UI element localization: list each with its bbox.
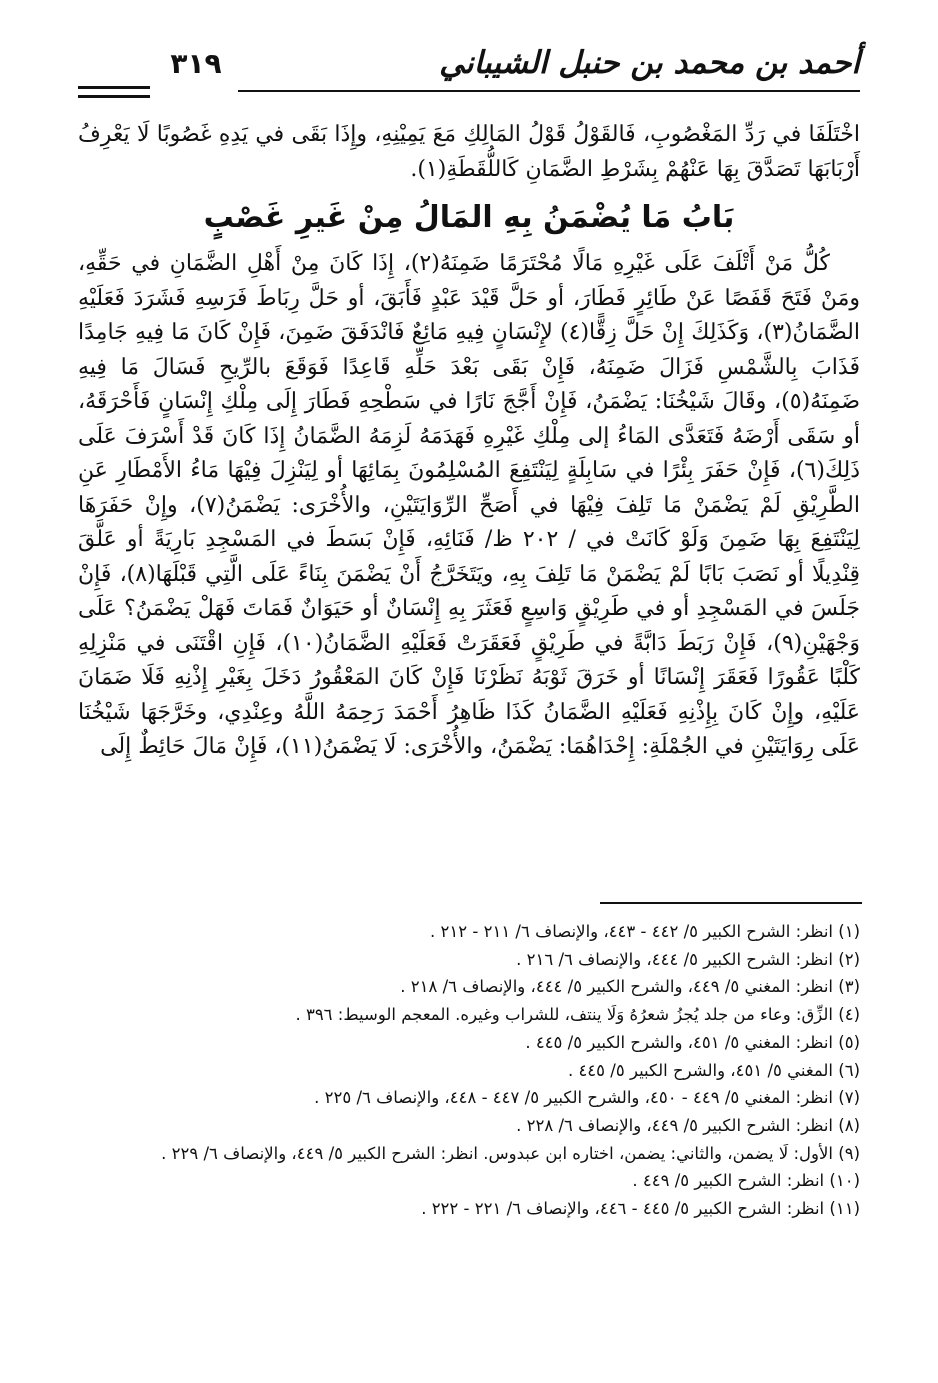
footnote-10: (١٠) انظر: الشرح الكبير ٥/ ٤٤٩ . [632,1171,860,1191]
page-number: ٣١٩ [170,47,222,80]
main-text [78,118,860,765]
body-paragraph-2: كُلُّ مَنْ أَتْلَفَ عَلَى غَيْرِهِ مَالًا مُحْتَرَمًا ضَمِنَهُ(٢)، إِذَا كَانَ مِنْ أَهْلِ الضَّمَانِ في حَقِّهِ، ومَنْ فَتَحَ قَفَصًا عَنْ طَائِرٍ فَطَارَ، أو حَلَّ قَيْدَ عَبْدٍ فَأَبَقَ، أو حَلَّ رِبَاطَ فَرَسِهِ فَشَرَدَ فَعَلَيْهِ الضَّمَانُ(٣)، وَكَذَلِكَ إِنْ حَلَّ زِقًّا(٤) لإِنْسَانٍ فِيهِ مَائِعٌ فَانْدَفَقَ ضَمِنَ، فَإِنْ كَانَ مَا فِيهِ جَامِدًا فَذَابَ بِالشَّمْسِ فَزَالَ ضَمِنَهُ، فَإِنْ بَقَى بَعْدَ حَلِّهِ قَاعِدًا فَوَقَعَ بالرِّيحِ فَسَالَ مَا فِيهِ ضَمِنَهُ(٥)، وقَالَ شَيْخُنَا: يَضْمَنُ، فَإِنْ أَجَّجَ نَارًا في سَطْحِهِ فَطَارَ إِلَى مِلْكِ إِنْسَانٍ فَأَحْرَقَهُ، أو سَقَى أَرْضَهُ فَتَعَدَّى المَاءُ إلى مِلْكِ غَيْرِهِ فَهَدَمَهُ لَزِمَهُ الضَّمَانُ إِذَا كَانَ قَدْ أَسْرَفَ عَلَى ذَلِكَ(٦)، فَإِنْ حَفَرَ بِئْرًا في سَابِلَةٍ لِيَنْتَفِعَ المُسْلِمُونَ بِمَائِهَا أو لِيَنْزِلَ فِيْهَا مَاءُ الأَمْطَارِ عَنِ الطَّرِيْقِ لَمْ يَضْمَنْ مَا تَلِفَ فِيْهَا في أَصَحِّ الرِّوَايَتَيْنِ، والأُخْرَى: يَضْمَنُ(٧)، وإِنْ حَفَرَهَا لِيَنْتَفِعَ بِهَا ضَمِنَ وَلَوْ كَانَتْ في / ٢٠٢ ظ/ فَنَائِهِ، فَإِنْ بَسَطَ في المَسْجِدِ بَارِيَةً أو عَلَّقَ قِنْدِيلًا أو نَصَبَ بَابًا لَمْ يَضْمَنْ مَا تَلِفَ بِهِ، ويَتَخَرَّجُ أَنْ يَضْمَنَ بِنَاءً عَلَى الَّتِي قَبْلَهَا(٨)، فَإِنْ جَلَسَ في المَسْجِدِ أو في طَرِيْقٍ وَاسِعٍ فَعَثَرَ بِهِ إِنْسَانٌ أو حَيَوَانٌ فَمَاتَ فَهَلْ يَضْمَنُ؟ عَلَى وَجْهَيْنِ(٩)، فَإِنْ رَبَطَ دَابَّةً في طَرِيْقٍ فَعَقَرَتْ فَعَلَيْهِ الضَّمَانُ(١٠)، فَإِنِ اقْتَنَى في مَنْزِلِهِ كَلْبًا عَقُورًا فَعَقَرَ إِنْسَانًا أو خَرَقَ ثَوْبَهُ نَظَرْنَا فَإِنْ كَانَ المَعْقُورُ دَخَلَ بِغَيْرِ إِذْنِهِ فَلَا ضَمَانَ عَلَيْهِ، وإِنْ كَانَ بِإِذْنِهِ فَعَلَيْهِ الضَّمَانُ كَذَا ظَاهِرُ أَحْمَدَ رَحِمَهُ اللَّهُ وعِنْدِي، وخَرَّجَهَا شَيْخُنَا عَلَى رِوَايَتَيْنِ في الجُمْلَةِ: إِحْدَاهُمَا: يَضْمَنُ، والأُخْرَى: لَا يَضْمَنُ(١١)، فَإِنْ مَالَ حَائِطٌ إِلَى [78,251,861,759]
header-double-rule [78,86,150,98]
running-title: أحمد بن محمد بن حنبل الشيباني [439,45,860,81]
footnote-3: (٣) انظر: المغني ٥/ ٤٤٩، والشرح الكبير ٥/ ٤٤٤، والإنصاف ٦/ ٢١٨ . [400,977,860,997]
footnote-7: (٧) انظر: المغني ٥/ ٤٤٩ - ٤٥٠، والشرح الكبير ٥/ ٤٤٧ - ٤٤٨، والإنصاف ٦/ ٢٢٥ . [314,1088,860,1108]
footnote-1: (١) انظر: الشرح الكبير ٥/ ٤٤٢ - ٤٤٣، والإنصاف ٦/ ٢١١ - ٢١٢ . [430,922,860,941]
footnote-9: (٩) الأول: لَا يضمن، والثاني: يضمن، اختاره ابن عبدوس. انظر: الشرح الكبير ٥/ ٤٤٩، والإنصاف ٦/ ٢٢٩ . [161,1143,860,1163]
page-header [78,40,860,100]
footnote-separator [600,902,862,904]
chapter-heading: بَابُ مَا يُضْمَنُ بِهِ المَالُ مِنْ غَيرِ غَصْبٍ [203,200,735,235]
footnote-8: (٨) انظر: الشرح الكبير ٥/ ٤٤٩، والإنصاف ٦/ ٢٢٨ . [516,1115,860,1135]
footnote-4: (٤) الزِّق: وعاء من جلد يُجزُ شعرُهُ وَلَا ينتف، للشراب وغيره. المعجم الوسيط: ٣٩٦ . [295,1005,860,1025]
footnote-6: (٦) المغني ٥/ ٤٥١، والشرح الكبير ٥/ ٤٤٥ . [567,1060,860,1080]
footnote-5: (٥) انظر: المغني ٥/ ٤٥١، والشرح الكبير ٥/ ٤٤٥ . [525,1032,860,1052]
footnote-2: (٢) انظر: الشرح الكبير ٥/ ٤٤٤، والإنصاف ٦/ ٢١٦ . [516,949,860,969]
body-paragraph-1: اخْتَلَفَا في رَدِّ المَغْصُوبِ، فَالقَوْلُ قَوْلُ المَالِكِ مَعَ يَمِيْنِهِ، وإِذَا بَقَى في يَدِهِ غَصُوبًا لَا يَعْرِفُ أَرْبَابَهَا تَصَدَّقَ بِهَا عَنْهُمْ بِشَرْطِ الضَّمَانِ كَاللُّقَطَةِ(١). [78,122,860,182]
header-rule [238,90,860,92]
footnotes [78,918,860,1223]
footnote-11: (١١) انظر: الشرح الكبير ٥/ ٤٤٥ - ٤٤٦، والإنصاف ٦/ ٢٢١ - ٢٢٢ . [421,1199,860,1219]
